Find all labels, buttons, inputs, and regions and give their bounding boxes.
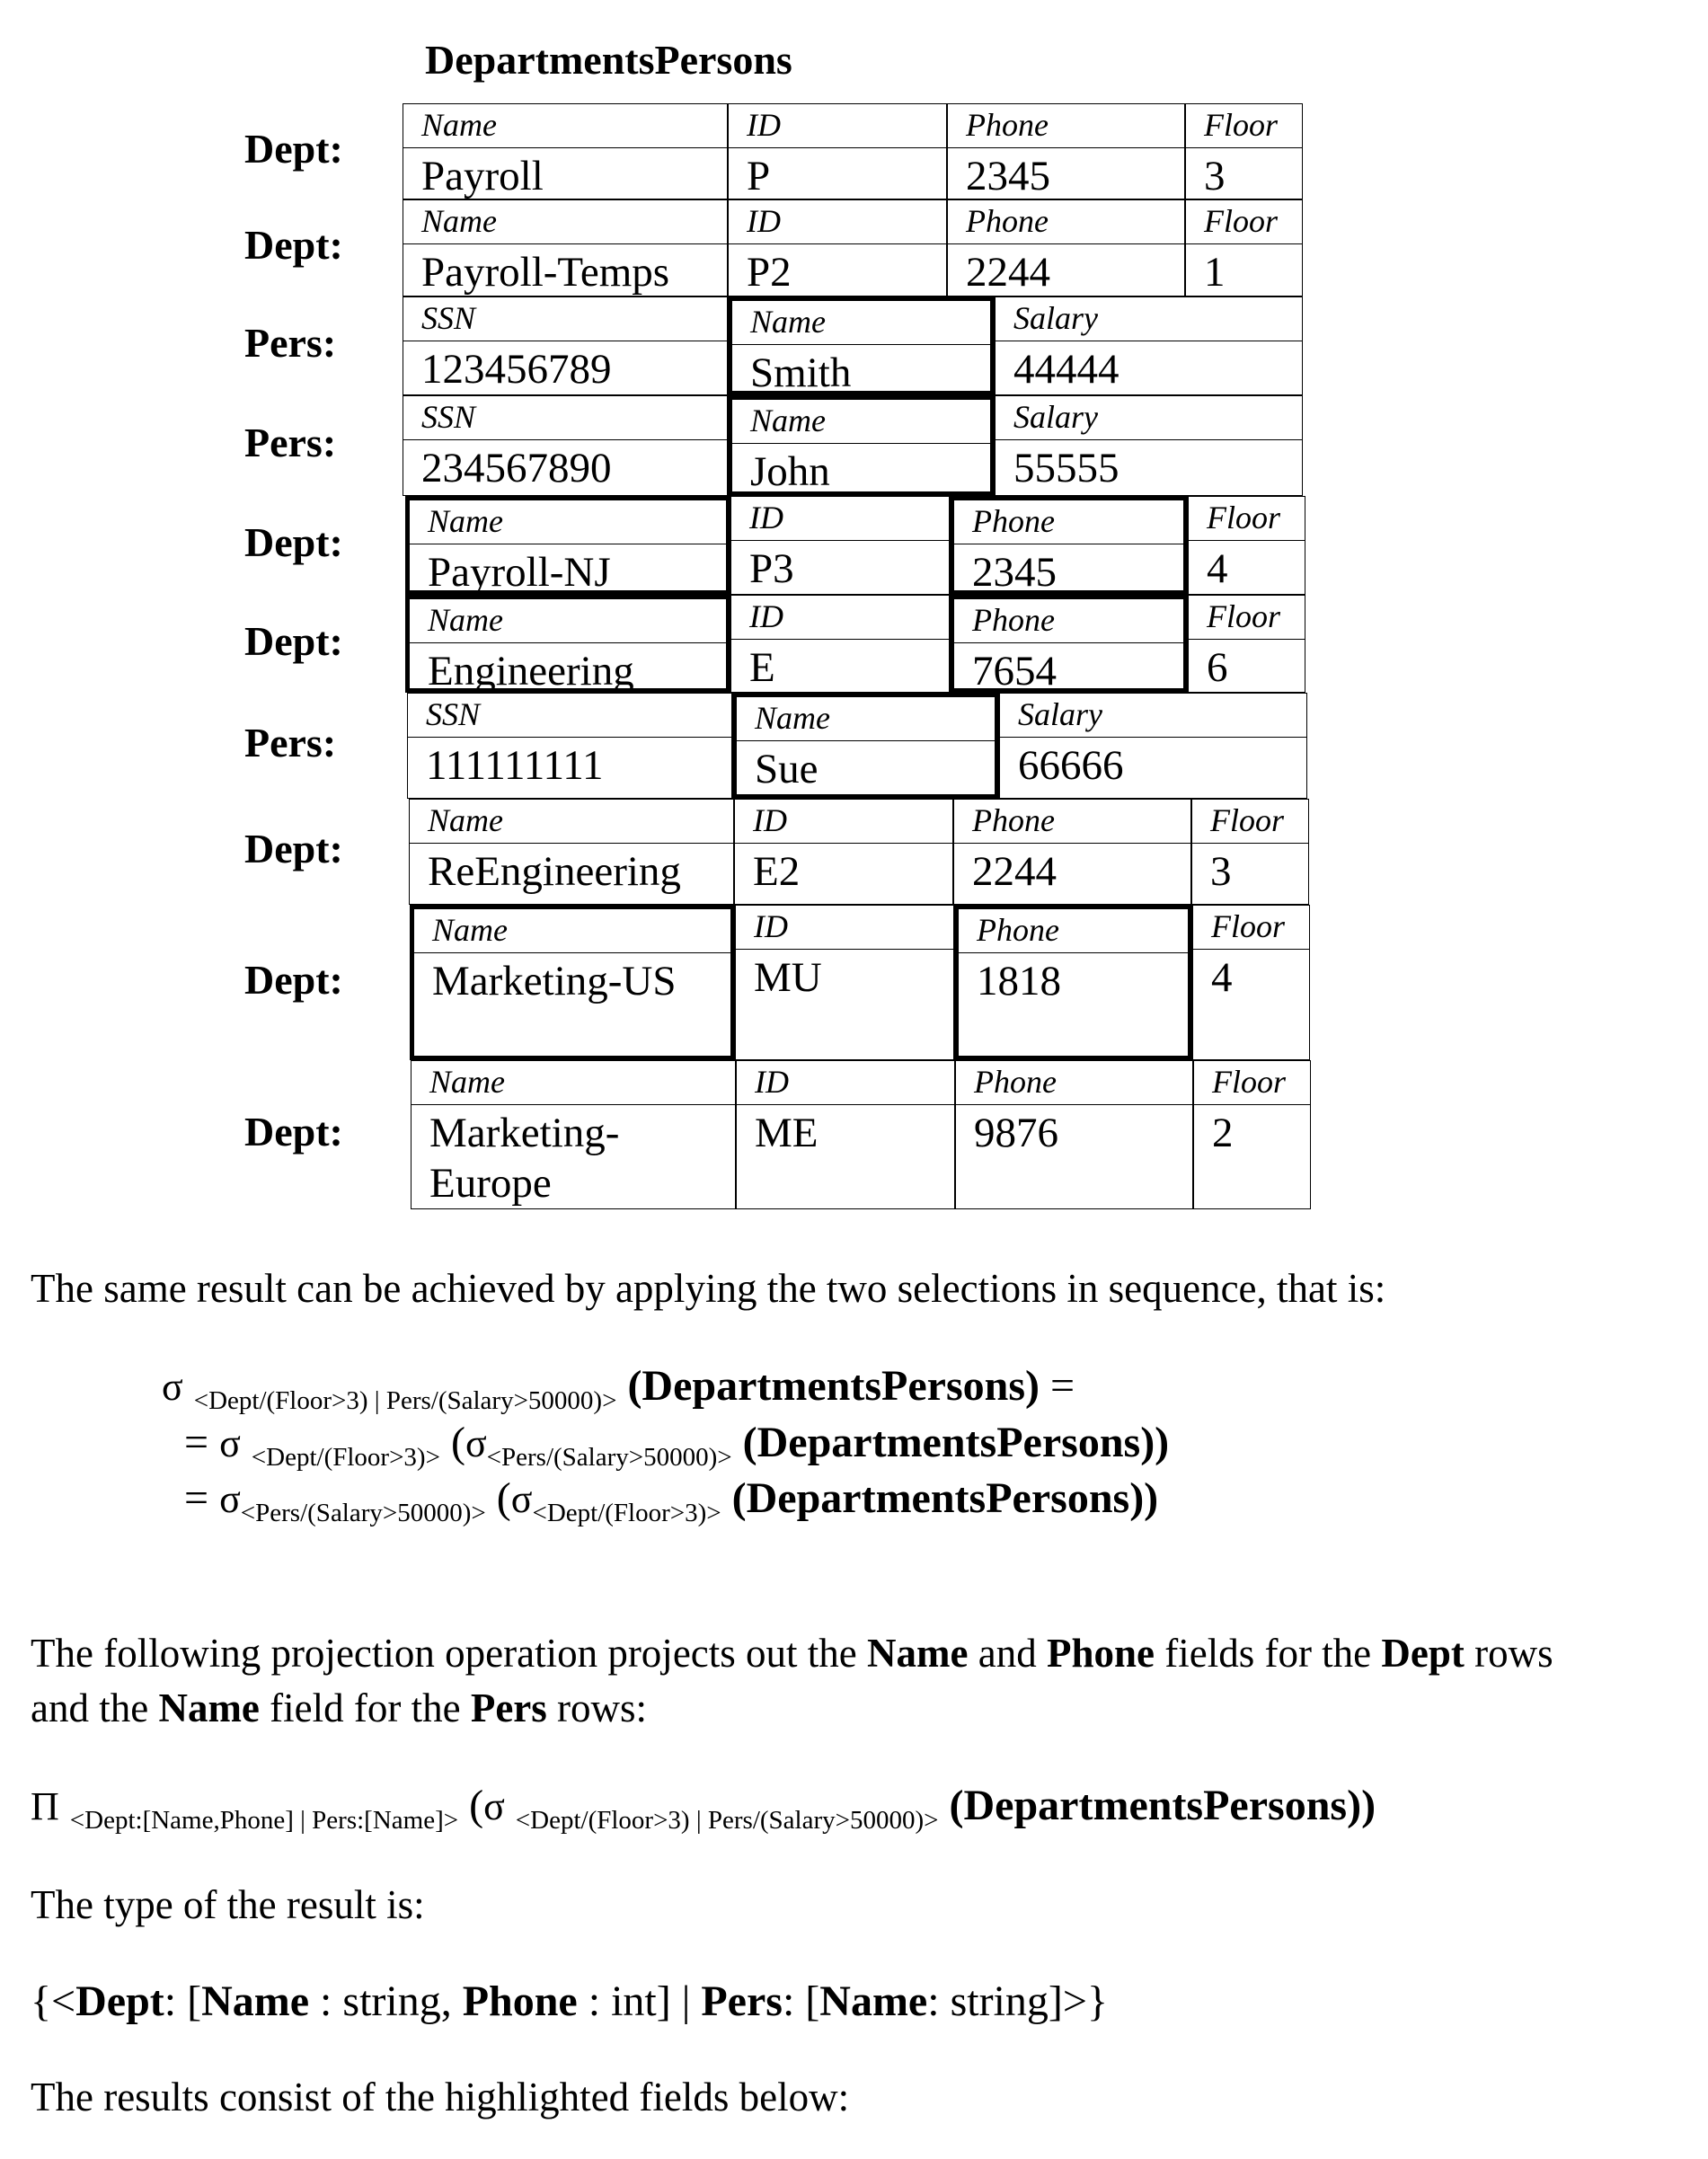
text-fragment: Dept [75, 1978, 164, 2025]
cell-divider [1000, 737, 1306, 738]
field-cell-salary [995, 296, 1303, 395]
text-fragment: : int] | [578, 1978, 702, 2025]
record-type-label: Pers: [244, 419, 336, 466]
text-fragment: Phone [1047, 1631, 1155, 1676]
cell-divider [1186, 147, 1302, 148]
equals: = [184, 1474, 208, 1522]
field-value: 4 [1207, 544, 1228, 594]
text-fragment: : [ [164, 1978, 201, 2025]
projection-text-line-1 [31, 1630, 1553, 1677]
field-label: Floor [1204, 106, 1278, 144]
field-label: ID [747, 106, 781, 144]
field-label: Name [755, 699, 830, 737]
field-value: Marketing-US [432, 956, 677, 1006]
field-label: SSN [421, 299, 475, 337]
field-value: 2345 [972, 547, 1057, 597]
field-cell-phone [947, 103, 1185, 199]
field-label: Floor [1212, 1063, 1286, 1101]
cell-divider [403, 243, 727, 244]
selection-condition: <Pers/(Salary>50000)> [487, 1443, 732, 1472]
field-value: 55555 [1013, 443, 1119, 493]
cell-divider [737, 1104, 954, 1105]
cell-divider [954, 843, 1190, 844]
field-value: 1818 [977, 956, 1061, 1006]
text-fragment: rows [1465, 1631, 1553, 1676]
field-value: P2 [747, 247, 792, 297]
field-cell-id [736, 1060, 955, 1209]
field-label: Salary [1013, 299, 1098, 337]
field-label: Phone [972, 601, 1055, 639]
text-fragment: Name [201, 1978, 309, 2025]
field-cell-ssn [403, 296, 728, 395]
cell-divider [996, 439, 1302, 440]
field-cell-floor [1191, 799, 1309, 905]
field-cell-id [735, 905, 954, 1060]
field-label: ID [754, 907, 788, 945]
projection-formula [31, 1781, 1376, 1830]
field-label: Floor [1207, 597, 1280, 635]
sigma-symbol: σ [483, 1784, 505, 1828]
field-label: Salary [1018, 695, 1102, 733]
cell-divider [731, 540, 949, 541]
record-type-label: Dept: [244, 125, 343, 173]
relation-name: (DepartmentsPersons) [627, 1362, 1040, 1410]
text-fragment: The following projection operation projects out the [31, 1631, 867, 1676]
record-type-label: Pers: [244, 719, 336, 766]
selection-condition: <Dept/(Floor>3) | Pers/(Salary>50000)> [516, 1806, 939, 1835]
field-value: P [747, 151, 770, 201]
field-cell-phone [955, 1060, 1193, 1209]
field-value: Marketing- Europe [429, 1108, 619, 1208]
field-label: Name [428, 502, 503, 540]
field-label: Phone [977, 911, 1059, 949]
text-fragment: Dept [1381, 1631, 1464, 1676]
field-cell-phone [947, 199, 1185, 296]
cell-divider [954, 642, 1183, 643]
field-value: E2 [753, 846, 800, 897]
field-cell-id [730, 496, 950, 595]
field-cell-phone [950, 496, 1188, 595]
field-value: Smith [750, 348, 851, 398]
field-value: Engineering [428, 646, 634, 696]
text-fragment: fields for the [1155, 1631, 1381, 1676]
field-value: 9876 [974, 1108, 1058, 1158]
field-value: 123456789 [421, 344, 612, 394]
cell-divider [1189, 639, 1305, 640]
text-fragment: rows: [547, 1686, 647, 1730]
field-label: Salary [1013, 398, 1098, 436]
cell-divider [1189, 540, 1305, 541]
text-fragment: : string]>} [927, 1978, 1108, 2025]
projection-list: <Dept:[Name,Phone] | Pers:[Name]> [70, 1806, 458, 1835]
field-cell-floor [1192, 905, 1310, 1060]
field-value: John [750, 447, 830, 497]
record-type-label: Dept: [244, 617, 343, 665]
type-intro: The type of the result is: [31, 1881, 425, 1928]
field-cell-floor [1188, 496, 1305, 595]
text-fragment: and [968, 1631, 1046, 1676]
field-value: 4 [1211, 952, 1233, 1003]
field-value: 2244 [972, 846, 1057, 897]
field-label: Phone [966, 106, 1049, 144]
field-label: SSN [426, 695, 480, 733]
field-cell-id [728, 199, 947, 296]
result-type [31, 1977, 1108, 2026]
formula-line-1 [162, 1361, 1075, 1411]
equals: = [1040, 1362, 1075, 1410]
paren: ( [497, 1474, 511, 1522]
field-cell-ssn [403, 395, 728, 496]
selection-condition: <Dept/(Floor>3) | Pers/(Salary>50000)> [194, 1386, 617, 1415]
field-value: 2 [1212, 1108, 1234, 1158]
paren: ( [451, 1419, 465, 1466]
cell-divider [729, 147, 946, 148]
field-cell-floor [1188, 595, 1305, 693]
field-value: ME [755, 1108, 819, 1158]
field-cell-floor [1185, 103, 1303, 199]
field-value: 7654 [972, 646, 1057, 696]
text-fragment: Name [158, 1686, 259, 1730]
field-label: ID [753, 801, 787, 839]
cell-divider [736, 949, 953, 950]
cell-divider [414, 952, 730, 953]
field-cell-name [728, 296, 995, 395]
field-cell-phone [954, 905, 1192, 1060]
field-cell-ssn [407, 693, 732, 799]
text-fragment: : string, [309, 1978, 463, 2025]
pi-symbol: Π [31, 1784, 59, 1828]
field-label: ID [749, 597, 783, 635]
field-value: MU [754, 952, 822, 1003]
cell-divider [403, 439, 727, 440]
field-label: Name [429, 1063, 505, 1101]
cell-divider [403, 147, 727, 148]
field-value: 6 [1207, 642, 1228, 693]
field-value: 2244 [966, 247, 1050, 297]
field-cell-phone [953, 799, 1191, 905]
cell-divider [731, 639, 949, 640]
selection-condition: <Pers/(Salary>50000)> [241, 1499, 486, 1527]
sigma-symbol: σ [219, 1477, 241, 1521]
same-result-text: The same result can be achieved by applying the two selections in sequence, that is: [31, 1265, 1385, 1312]
field-value: 2345 [966, 151, 1050, 201]
sigma-symbol: σ [465, 1421, 487, 1465]
field-cell-id [730, 595, 950, 693]
field-label: Name [428, 601, 503, 639]
field-label: Phone [974, 1063, 1057, 1101]
field-cell-name [732, 693, 999, 799]
field-label: Name [421, 106, 497, 144]
field-value: P3 [749, 544, 794, 594]
cell-divider [732, 344, 990, 345]
field-label: Phone [972, 502, 1055, 540]
field-cell-name [403, 199, 728, 296]
field-cell-name [728, 395, 995, 496]
field-value: Payroll-Temps [421, 247, 669, 297]
cell-divider [410, 642, 726, 643]
table-title: DepartmentsPersons [425, 36, 792, 84]
cell-divider [959, 952, 1188, 953]
field-value: 44444 [1013, 344, 1119, 394]
cell-divider [737, 740, 995, 741]
field-cell-name [405, 595, 730, 693]
relation-name: (DepartmentsPersons)) [732, 1474, 1159, 1522]
selection-condition: <Dept/(Floor>3)> [252, 1443, 440, 1472]
text-fragment: Pers [701, 1978, 783, 2025]
field-label: ID [749, 499, 783, 536]
sigma-symbol: σ [162, 1365, 183, 1409]
text-fragment: Name [867, 1631, 968, 1676]
text-fragment: : [ [783, 1978, 819, 2025]
record-type-label: Dept: [244, 221, 343, 269]
field-cell-name [403, 103, 728, 199]
field-label: Floor [1204, 202, 1278, 240]
field-label: Phone [972, 801, 1055, 839]
text-fragment: {< [31, 1978, 75, 2025]
field-label: ID [755, 1063, 789, 1101]
formula-line-2 [184, 1418, 1169, 1467]
field-value: 111111111 [426, 740, 604, 791]
cell-divider [732, 443, 990, 444]
field-label: Floor [1211, 907, 1285, 945]
field-cell-name [410, 905, 735, 1060]
field-label: Name [750, 402, 826, 439]
sigma-symbol: σ [511, 1477, 533, 1521]
field-value: 3 [1204, 151, 1226, 201]
field-cell-floor [1193, 1060, 1311, 1209]
field-value: 234567890 [421, 443, 612, 493]
relation-name: (DepartmentsPersons)) [743, 1419, 1170, 1466]
field-cell-salary [995, 395, 1303, 496]
cell-divider [410, 843, 733, 844]
record-type-label: Dept: [244, 825, 343, 872]
field-label: SSN [421, 398, 475, 436]
field-label: Name [428, 801, 503, 839]
field-cell-salary [999, 693, 1307, 799]
equals: = [184, 1419, 208, 1466]
relation-name: (DepartmentsPersons)) [950, 1782, 1376, 1829]
field-cell-id [728, 103, 947, 199]
text-fragment: and the [31, 1686, 158, 1730]
text-fragment: field for the [260, 1686, 471, 1730]
field-value: Payroll [421, 151, 544, 201]
field-value: 1 [1204, 247, 1226, 297]
text-fragment: Pers [471, 1686, 547, 1730]
field-value: 66666 [1018, 740, 1124, 791]
field-cell-name [405, 496, 730, 595]
field-value: 3 [1210, 846, 1232, 897]
text-fragment: Phone [463, 1978, 578, 2025]
cell-divider [1193, 949, 1309, 950]
field-label: Phone [966, 202, 1049, 240]
field-label: ID [747, 202, 781, 240]
field-value: E [749, 642, 775, 693]
cell-divider [729, 243, 946, 244]
cell-divider [948, 147, 1184, 148]
field-cell-phone [950, 595, 1188, 693]
record-type-label: Dept: [244, 1108, 343, 1155]
results-text: The results consist of the highlighted fields below: [31, 2074, 849, 2120]
text-fragment: Name [819, 1978, 927, 2025]
cell-divider [948, 243, 1184, 244]
field-value: Sue [755, 744, 819, 794]
field-cell-name [411, 1060, 736, 1209]
field-label: Floor [1207, 499, 1280, 536]
formula-line-3 [184, 1473, 1158, 1523]
field-label: Name [432, 911, 508, 949]
field-cell-floor [1185, 199, 1303, 296]
projection-text-line-2 [31, 1685, 647, 1731]
field-label: Name [750, 303, 826, 341]
sigma-symbol: σ [219, 1421, 241, 1465]
record-type-label: Dept: [244, 518, 343, 566]
cell-divider [956, 1104, 1192, 1105]
cell-divider [1192, 843, 1308, 844]
cell-divider [408, 737, 731, 738]
selection-condition: <Dept/(Floor>3)> [532, 1499, 721, 1527]
cell-divider [735, 843, 952, 844]
cell-divider [1186, 243, 1302, 244]
field-value: Payroll-NJ [428, 547, 611, 597]
paren: ( [469, 1782, 483, 1829]
record-type-label: Pers: [244, 319, 336, 367]
cell-divider [1194, 1104, 1310, 1105]
cell-divider [412, 1104, 735, 1105]
field-value: ReEngineering [428, 846, 681, 897]
record-type-label: Dept: [244, 956, 343, 1004]
field-label: Name [421, 202, 497, 240]
field-cell-id [734, 799, 953, 905]
field-cell-name [409, 799, 734, 905]
field-label: Floor [1210, 801, 1284, 839]
